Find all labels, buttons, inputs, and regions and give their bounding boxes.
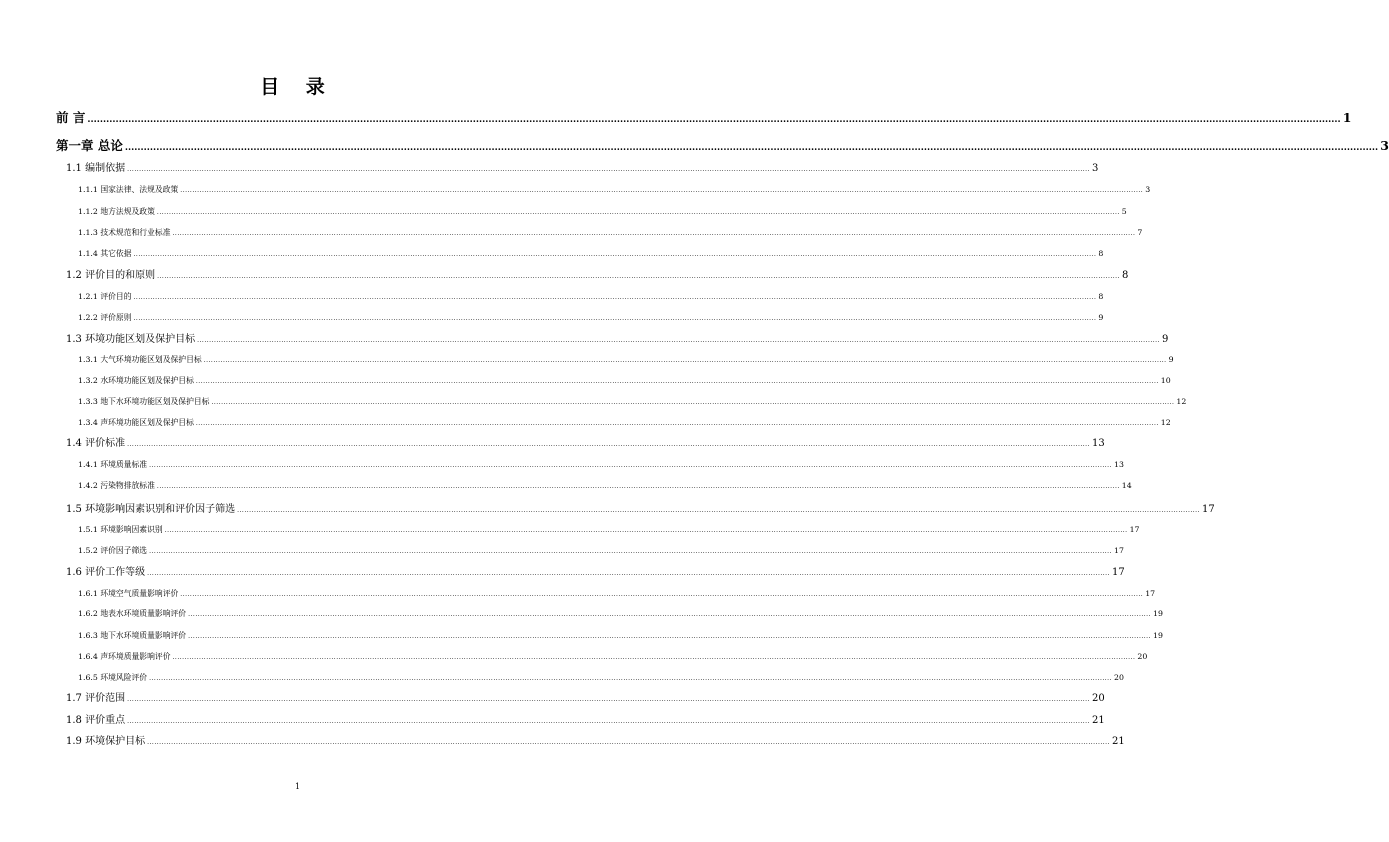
toc-leader-dots: ................................................................................................................................................................................................................................................................................................................................................................................................................ (180, 591, 1144, 598)
toc-leader-dots: ................................................................................................................................................................................................................................................................................................................................................................................................................ (157, 273, 1120, 280)
toc-entry[interactable] (78, 460, 1124, 469)
toc-entry-title: 1.5 环境影响因素识别和评价因子筛选 (66, 504, 236, 515)
toc-entry-title: 第一章 总论 (56, 138, 123, 153)
toc-entry[interactable] (56, 138, 1389, 153)
toc-leader-dots: ................................................................................................................................................................................................................................................................................................................................................................................................................ (127, 166, 1090, 173)
toc-entry-page: 13 (1114, 460, 1124, 469)
toc-entry-title: 1.6.3 地下水环境质量影响评价 (78, 631, 187, 640)
toc-entry-title: 1.3.3 地下水环境功能区划及保护目标 (78, 397, 210, 406)
toc-leader-dots: ................................................................................................................................................................................................................................................................................................................................................................................................................ (124, 143, 1379, 153)
toc-leader-dots: ................................................................................................................................................................................................................................................................................................................................................................................................................ (133, 315, 1097, 322)
toc-entry[interactable] (78, 249, 1104, 258)
toc-leader-dots: ................................................................................................................................................................................................................................................................................................................................................................................................................ (172, 654, 1136, 661)
toc-entry-title: 1.7 评价范围 (66, 693, 126, 704)
toc-leader-dots: ................................................................................................................................................................................................................................................................................................................................................................................................................ (87, 115, 1341, 125)
toc-entry-page: 20 (1114, 673, 1124, 682)
toc-entry[interactable] (78, 525, 1140, 534)
page-number: 1 (294, 782, 301, 791)
toc-entry[interactable] (66, 567, 1125, 578)
toc-entry-page: 17 (1111, 567, 1125, 578)
toc-entry[interactable] (78, 652, 1148, 661)
toc-leader-dots: ................................................................................................................................................................................................................................................................................................................................................................................................................ (149, 675, 1112, 682)
toc-entry-page: 12 (1176, 397, 1187, 406)
toc-entry-page: 13 (1091, 438, 1105, 449)
toc-entry-page: 9 (1161, 334, 1169, 345)
toc-entry-title: 1.5.1 环境影响因素识别 (78, 525, 163, 534)
toc-leader-dots: ................................................................................................................................................................................................................................................................................................................................................................................................................ (180, 187, 1144, 194)
toc-entry-page: 20 (1091, 693, 1105, 704)
toc-entry-title: 1.1.2 地方法规及政策 (78, 207, 155, 216)
toc-entry[interactable] (78, 418, 1171, 427)
toc-leader-dots: ................................................................................................................................................................................................................................................................................................................................................................................................................ (172, 230, 1136, 237)
toc-entry-title: 1.2 评价目的和原则 (66, 270, 156, 281)
toc-entry-title: 1.6.5 环境风险评价 (78, 673, 148, 682)
toc-entry[interactable] (78, 631, 1163, 640)
toc-entry-page: 7 (1137, 228, 1143, 237)
toc-entry-title: 1.8 评价重点 (66, 715, 126, 726)
toc-entry-page: 17 (1114, 546, 1124, 555)
toc-leader-dots: ................................................................................................................................................................................................................................................................................................................................................................................................................ (195, 420, 1159, 427)
toc-entry-title: 1.1.3 技术规范和行业标准 (78, 228, 171, 237)
toc-entry[interactable] (78, 355, 1174, 364)
toc-entry-title: 1.6.4 声环境质量影响评价 (78, 652, 171, 661)
toc-entry[interactable] (78, 397, 1187, 406)
toc-entry[interactable] (78, 313, 1104, 322)
toc-entry-title: 1.1 编制依据 (66, 163, 126, 174)
toc-entry-page: 10 (1160, 376, 1171, 385)
toc-entry-title: 1.6 评价工作等级 (66, 567, 146, 578)
toc-leader-dots: ................................................................................................................................................................................................................................................................................................................................................................................................................ (127, 718, 1090, 725)
toc-entry-page: 21 (1111, 736, 1125, 747)
toc-leader-dots: ................................................................................................................................................................................................................................................................................................................................................................................................................ (195, 378, 1159, 385)
toc-entry[interactable] (66, 736, 1125, 747)
toc-entry[interactable] (78, 481, 1132, 490)
toc-entry[interactable] (78, 609, 1163, 618)
toc-entry[interactable] (66, 270, 1129, 281)
toc-leader-dots: ................................................................................................................................................................................................................................................................................................................................................................................................................ (164, 527, 1128, 534)
toc-entry-page: 8 (1121, 270, 1129, 281)
toc-entry-title: 前 言 (56, 110, 86, 125)
toc-entry-title: 1.1.4 其它依据 (78, 249, 132, 258)
toc-entry[interactable] (66, 715, 1105, 726)
toc-entry[interactable] (66, 334, 1169, 345)
toc-entry-page: 3 (1380, 138, 1389, 153)
toc-entry-page: 3 (1091, 163, 1099, 174)
toc-entry-title: 1.2.2 评价原则 (78, 313, 132, 322)
toc-entry[interactable] (78, 185, 1151, 194)
toc-leader-dots: ................................................................................................................................................................................................................................................................................................................................................................................................................ (147, 739, 1110, 746)
toc-entry[interactable] (56, 110, 1352, 125)
toc-entry-page: 5 (1121, 207, 1127, 216)
toc-entry[interactable] (78, 292, 1104, 301)
toc-entry[interactable] (78, 589, 1156, 598)
toc-entry-page: 8 (1098, 292, 1104, 301)
toc-entry[interactable] (78, 228, 1143, 237)
toc-entry-title: 1.2.1 评价目的 (78, 292, 132, 301)
toc-entry[interactable] (78, 376, 1171, 385)
toc-leader-dots: ................................................................................................................................................................................................................................................................................................................................................................................................................ (156, 209, 1120, 216)
toc-entry-page: 17 (1129, 525, 1140, 534)
toc-leader-dots: ................................................................................................................................................................................................................................................................................................................................................................................................................ (133, 251, 1097, 258)
toc-leader-dots: ................................................................................................................................................................................................................................................................................................................................................................................................................ (127, 441, 1090, 448)
toc-entry-page: 1 (1342, 110, 1352, 125)
toc-entry-page: 21 (1091, 715, 1105, 726)
toc-entry[interactable] (78, 673, 1124, 682)
toc-entry-page: 12 (1160, 418, 1171, 427)
toc-entry-page: 17 (1145, 589, 1156, 598)
toc-entry-page: 19 (1152, 609, 1163, 618)
toc-entry[interactable] (78, 546, 1124, 555)
toc-entry-page: 14 (1121, 481, 1132, 490)
toc-leader-dots: ................................................................................................................................................................................................................................................................................................................................................................................................................ (197, 337, 1160, 344)
toc-leader-dots: ................................................................................................................................................................................................................................................................................................................................................................................................................ (149, 462, 1112, 469)
toc-leader-dots: ................................................................................................................................................................................................................................................................................................................................................................................................................ (149, 548, 1112, 555)
toc-entry-title: 1.4 评价标准 (66, 438, 126, 449)
toc-leader-dots: ................................................................................................................................................................................................................................................................................................................................................................................................................ (211, 399, 1175, 406)
toc-leader-dots: ................................................................................................................................................................................................................................................................................................................................................................................................................ (188, 633, 1151, 640)
toc-entry-page: 17 (1201, 504, 1215, 515)
toc-entry-title: 1.4.2 污染物排放标准 (78, 481, 155, 490)
toc-leader-dots: ................................................................................................................................................................................................................................................................................................................................................................................................................ (188, 611, 1151, 618)
toc-entry[interactable] (66, 504, 1215, 515)
toc-entry-page: 20 (1137, 652, 1148, 661)
toc-entry-title: 1.3.2 水环境功能区划及保护目标 (78, 376, 194, 385)
toc-leader-dots: ................................................................................................................................................................................................................................................................................................................................................................................................................ (133, 294, 1097, 301)
toc-entry[interactable] (66, 693, 1105, 704)
toc-leader-dots: ................................................................................................................................................................................................................................................................................................................................................................................................................ (127, 696, 1090, 703)
toc-entry-title: 1.6.1 环境空气质量影响评价 (78, 589, 179, 598)
toc-leader-dots: ................................................................................................................................................................................................................................................................................................................................................................................................................ (237, 507, 1200, 514)
toc-entry[interactable] (66, 438, 1105, 449)
toc-entry-title: 1.6.2 地表水环境质量影响评价 (78, 609, 187, 618)
toc-entry-title: 1.1.1 国家法律、法规及政策 (78, 185, 179, 194)
toc-entry-page: 9 (1098, 313, 1104, 322)
toc-entry-title: 1.4.1 环境质量标准 (78, 460, 148, 469)
toc-entry-title: 1.5.2 评价因子筛选 (78, 546, 148, 555)
toc-entry-title: 1.9 环境保护目标 (66, 736, 146, 747)
toc-leader-dots: ................................................................................................................................................................................................................................................................................................................................................................................................................ (156, 483, 1120, 490)
toc-entry-page: 8 (1098, 249, 1104, 258)
toc-entry-title: 1.3.4 声环境功能区划及保护目标 (78, 418, 194, 427)
toc-entry-title: 1.3 环境功能区划及保护目标 (66, 334, 196, 345)
toc-entry[interactable] (78, 207, 1127, 216)
toc-entry-page: 19 (1152, 631, 1163, 640)
toc-title: 目 录 (260, 76, 335, 98)
toc-leader-dots: ................................................................................................................................................................................................................................................................................................................................................................................................................ (147, 570, 1110, 577)
toc-entry-title: 1.3.1 大气环境功能区划及保护目标 (78, 355, 202, 364)
toc-entry[interactable] (66, 163, 1099, 174)
toc-entry-page: 9 (1168, 355, 1174, 364)
toc-entry-page: 3 (1145, 185, 1151, 194)
toc-leader-dots: ................................................................................................................................................................................................................................................................................................................................................................................................................ (203, 357, 1167, 364)
